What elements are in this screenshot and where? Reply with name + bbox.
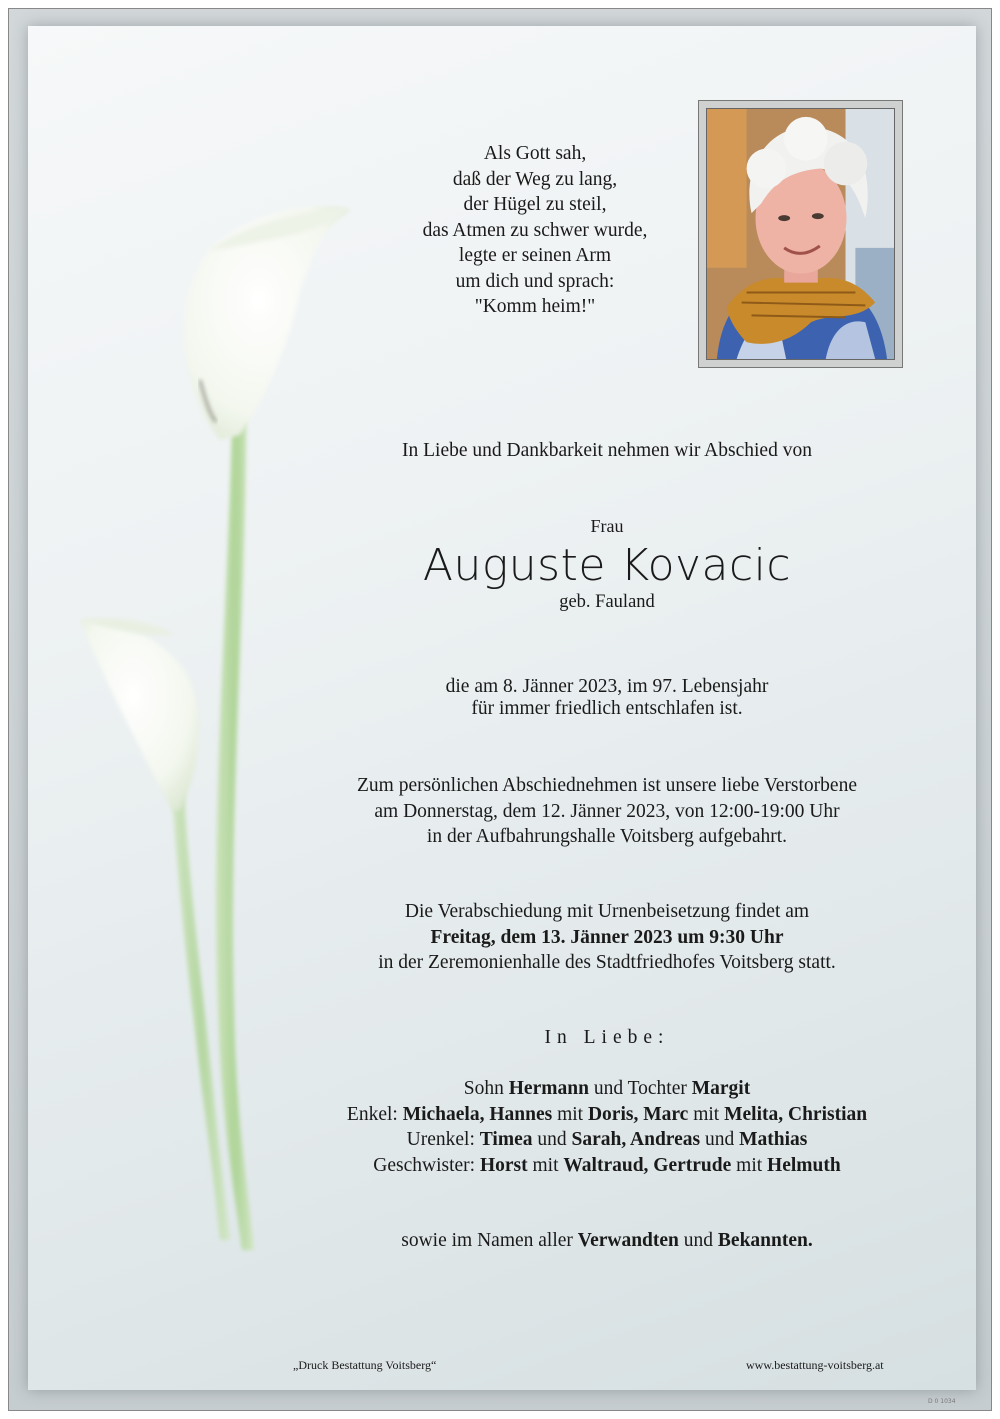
poem-line: das Atmen zu schwer wurde, <box>422 219 648 241</box>
poem <box>380 141 690 320</box>
print-code: D 0 1034 <box>928 1398 956 1405</box>
printer-credit: „Druck Bestattung Voitsberg“ <box>293 1358 437 1372</box>
portrait-photo <box>706 108 895 360</box>
family-row-grandchildren: Enkel: Michaela, Hannes mit Doris, Marc mit Melita, Christian <box>346 1103 868 1125</box>
poem-line: Als Gott sah, <box>483 143 587 164</box>
poem-line: daß der Weg zu lang, <box>452 168 618 190</box>
ceremony-line: Die Verabschiedung mit Urnenbeisetzung findet am <box>404 901 810 922</box>
poem-line: um dich und sprach: <box>455 270 615 292</box>
death-notice <box>300 676 914 720</box>
closing-line: sowie im Namen aller Verwandten und Bekannten. <box>401 1230 813 1251</box>
family-row-siblings: Geschwister: Horst mit Waltraud, Gertrude mit Helmuth <box>373 1154 841 1176</box>
maiden-name: geb. Fauland <box>559 592 655 612</box>
family-list <box>290 1076 924 1178</box>
ceremony-line: in der Zeremonienhalle des Stadtfriedhofes Voitsberg statt. <box>378 952 836 973</box>
poem-line: der Hügel zu steil, <box>463 194 607 215</box>
website-link[interactable]: www.bestattung-voitsberg.at <box>746 1358 884 1372</box>
deceased-name: Auguste Kovacic <box>422 540 792 591</box>
ceremony-datetime: Freitag, dem 13. Jänner 2023 um 9:30 Uhr <box>430 926 784 948</box>
farewell-intro: In Liebe und Dankbarkeit nehmen wir Abschied von <box>402 440 812 461</box>
family-row-children: Sohn Hermann und Tochter Margit <box>463 1078 751 1099</box>
poem-line: "Komm heim!" <box>474 296 596 317</box>
portrait-illustration <box>707 109 894 359</box>
viewing-line: in der Aufbahrungshalle Voitsberg aufgebahrt. <box>426 826 788 847</box>
portrait-frame <box>698 100 903 368</box>
viewing-line: am Donnerstag, dem 12. Jänner 2023, von 12:00-19:00 Uhr <box>374 800 840 822</box>
salutation: Frau <box>590 516 624 536</box>
viewing-info <box>300 773 914 850</box>
viewing-line: Zum persönlichen Abschiednehmen ist unsere liebe Verstorbene <box>356 775 857 796</box>
ceremony-info <box>300 899 914 976</box>
family-row-great-grandchildren: Urenkel: Timea und Sarah, Andreas und Mathias <box>406 1129 808 1150</box>
death-line: die am 8. Jänner 2023, im 97. Lebensjahr <box>445 676 769 697</box>
death-line: für immer friedlich entschlafen ist. <box>471 698 743 719</box>
poem-line: legte er seinen Arm <box>458 245 612 266</box>
in-liebe-heading: In Liebe: <box>544 1027 670 1048</box>
